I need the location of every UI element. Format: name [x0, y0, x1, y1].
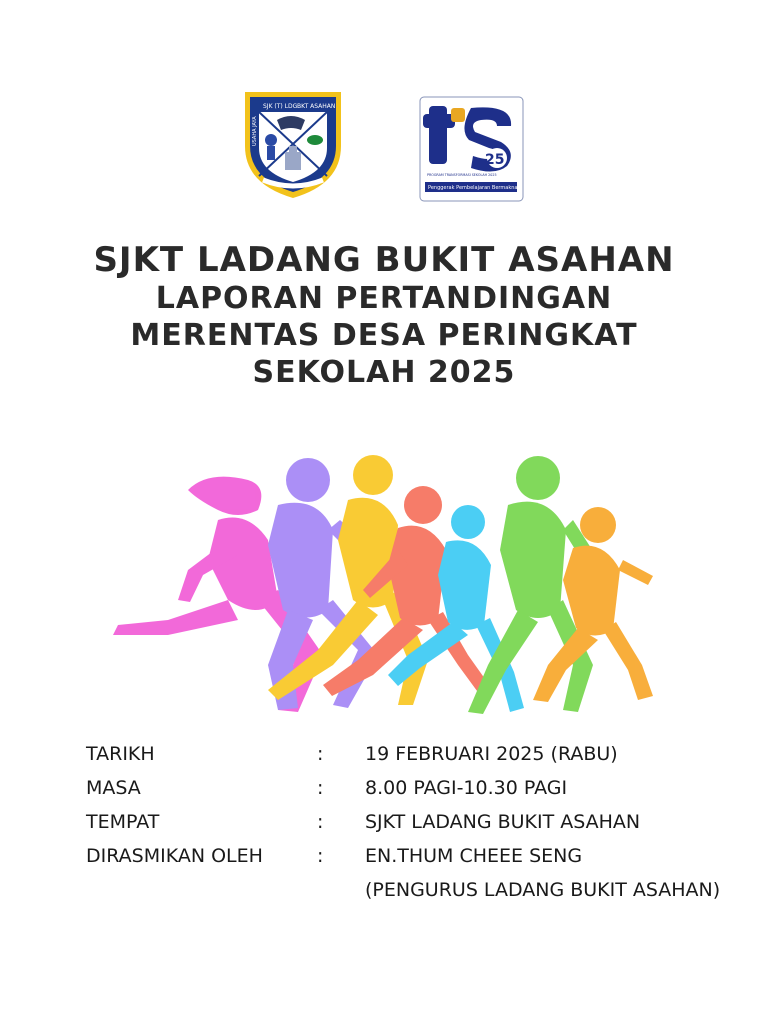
detail-separator: : — [317, 777, 324, 799]
detail-row-officiated-title — [86, 879, 756, 913]
report-title-line-4: SEKOLAH 2025 — [252, 355, 516, 390]
ts25-program-logo-icon — [419, 96, 524, 202]
detail-separator: : — [317, 743, 324, 765]
detail-label: DIRASMIKAN OLEH — [86, 845, 263, 867]
detail-label: TEMPAT — [86, 811, 160, 833]
title-block — [0, 240, 768, 391]
school-name: SJKT LADANG BUKIT ASAHAN — [93, 240, 675, 280]
crest-text-left: SJK (T) LDG. — [263, 103, 300, 110]
runners-illustration — [108, 450, 660, 725]
crest-text-side: USAHA JAYA — [252, 116, 258, 146]
ts25-caption: PROGRAM TRANSFORMASI SEKOLAH 2025 — [427, 173, 497, 177]
detail-separator: : — [317, 845, 324, 867]
ts25-logo — [419, 96, 524, 202]
event-details — [86, 743, 756, 913]
runners-silhouette-icon — [108, 450, 660, 725]
detail-value: EN.THUM CHEEE SENG — [365, 845, 583, 867]
detail-separator: : — [317, 811, 324, 833]
detail-row-venue — [86, 811, 756, 845]
school-crest-logo — [241, 86, 345, 200]
detail-row-time — [86, 777, 756, 811]
detail-row-date — [86, 743, 756, 777]
report-title-line-3: MERENTAS DESA PERINGKAT — [130, 318, 638, 353]
detail-value: 19 FEBRUARI 2025 (RABU) — [365, 743, 618, 765]
crest-text-right: BKT ASAHAN — [297, 103, 336, 110]
detail-label: TARIKH — [86, 743, 155, 765]
school-crest-icon — [241, 86, 345, 200]
ts25-banner: Penggerak Pembelajaran Bermakna — [428, 185, 518, 191]
detail-label: MASA — [86, 777, 141, 799]
detail-row-officiated — [86, 845, 756, 879]
report-title-line-2: LAPORAN PERTANDINGAN — [155, 281, 613, 316]
ts25-number: 25 — [485, 152, 505, 168]
detail-value: (PENGURUS LADANG BUKIT ASAHAN) — [365, 879, 721, 901]
detail-value: 8.00 PAGI-10.30 PAGI — [365, 777, 568, 799]
detail-value: SJKT LADANG BUKIT ASAHAN — [365, 811, 641, 833]
